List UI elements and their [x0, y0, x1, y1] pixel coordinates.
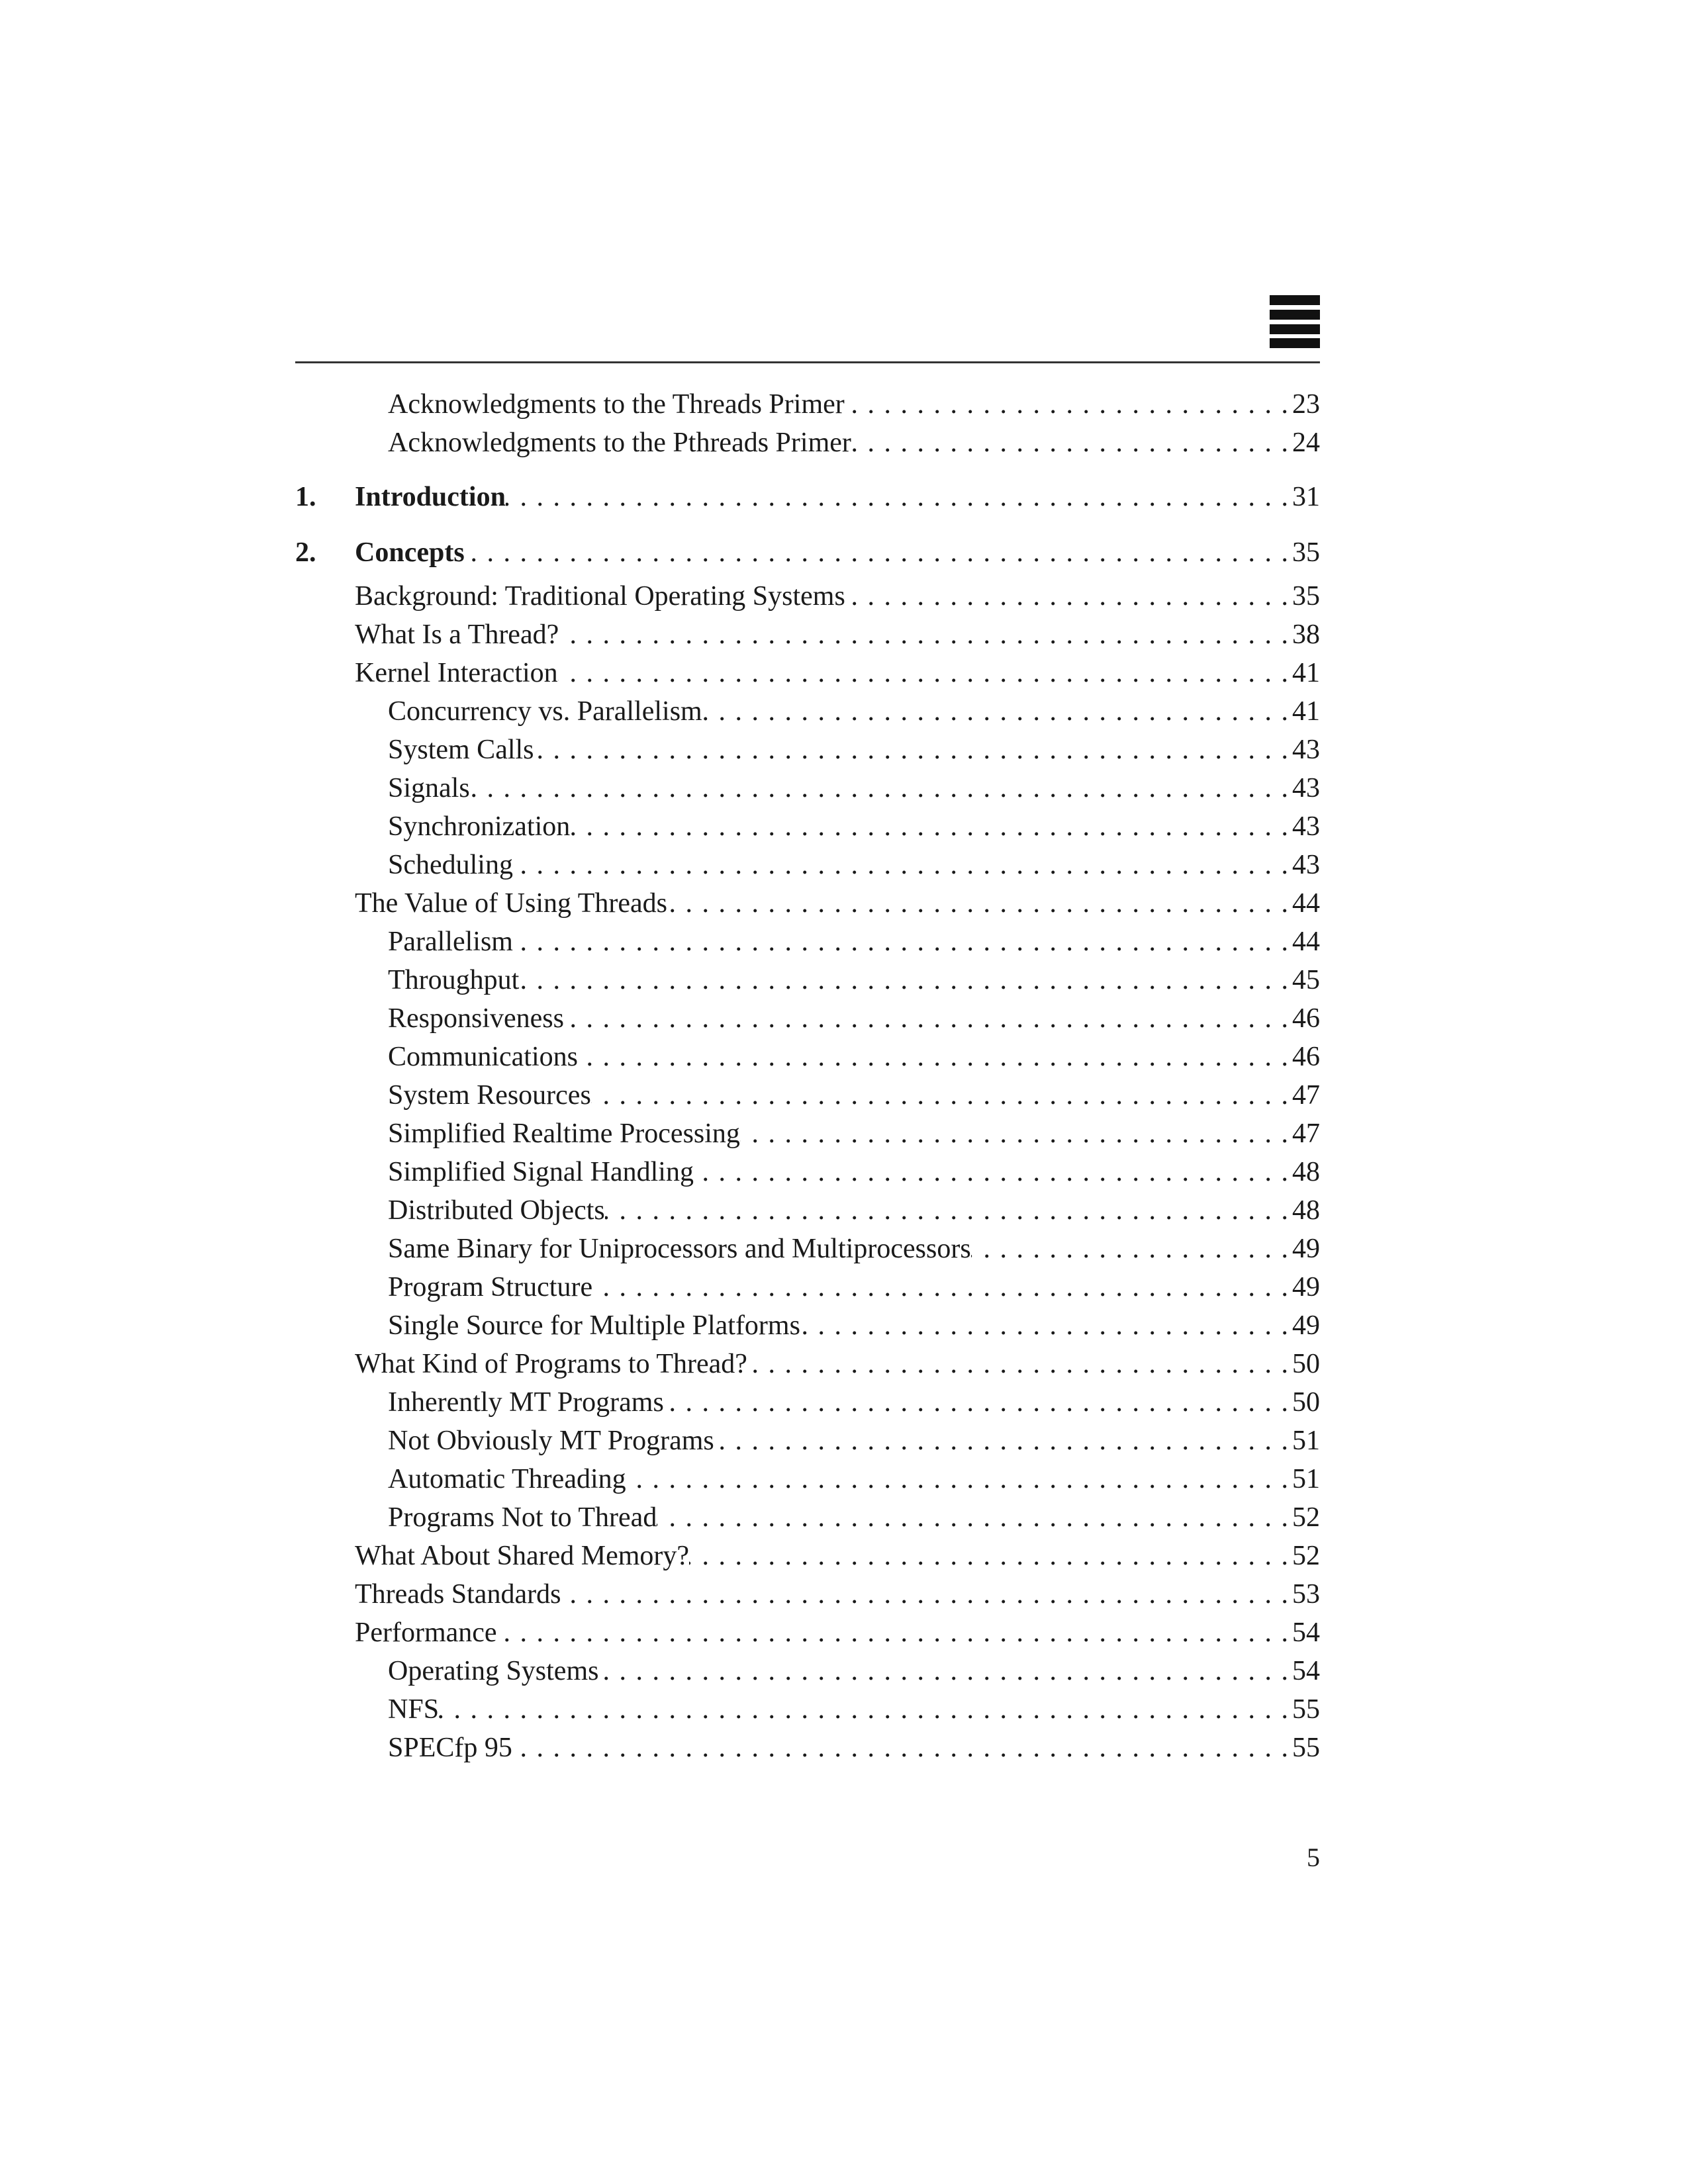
toc-entry-title: What About Shared Memory? [355, 1541, 690, 1571]
toc-entry-page: 49 [1292, 1234, 1320, 1264]
toc-entry-page: 54 [1292, 1656, 1320, 1686]
toc-entry-content [388, 1268, 1320, 1306]
dot-leader [506, 478, 1289, 516]
toc-entry-page: 43 [1292, 735, 1320, 765]
toc-entry-title: Signals [388, 773, 470, 803]
toc-entry-title: Operating Systems [388, 1656, 599, 1686]
toc-entry-content [355, 533, 1320, 572]
toc-entry[interactable] [295, 1614, 1320, 1652]
toc-entry-title: Programs Not to Thread [388, 1502, 657, 1533]
toc-entry-page: 47 [1292, 1080, 1320, 1111]
toc-entry-page: 52 [1292, 1541, 1320, 1571]
toc-entry-title: NFS [388, 1694, 440, 1725]
toc-entry-content [355, 654, 1320, 692]
dot-leader [591, 1076, 1289, 1115]
toc-entry-page: 55 [1292, 1694, 1320, 1725]
toc-entry-content [355, 1537, 1320, 1575]
toc-entry-content [355, 884, 1320, 923]
toc-entry[interactable] [295, 1306, 1320, 1345]
toc-entry-content [388, 1690, 1320, 1729]
toc-entry-content [388, 1460, 1320, 1498]
toc-entry-page: 54 [1292, 1617, 1320, 1648]
toc-entry-title: Scheduling [388, 850, 513, 880]
dot-leader [845, 577, 1289, 615]
toc-entry-page: 43 [1292, 850, 1320, 880]
dot-leader [626, 1460, 1289, 1498]
dot-leader [470, 769, 1289, 807]
dot-leader [513, 923, 1289, 961]
toc-entry-page: 51 [1292, 1464, 1320, 1494]
toc-entry-content [355, 478, 1320, 516]
toc-entry-content [388, 923, 1320, 961]
toc-entry-title: Acknowledgments to the Pthreads Primer [388, 428, 851, 458]
toc-entry-content [388, 961, 1320, 999]
dot-leader [534, 731, 1289, 769]
toc-entry-title: Background: Traditional Operating Systems [355, 581, 845, 612]
toc-entry-title: What Is a Thread? [355, 619, 559, 650]
dot-leader [570, 807, 1289, 846]
toc-entry[interactable] [295, 1230, 1320, 1268]
dot-leader [558, 654, 1289, 692]
toc-entry-page: 43 [1292, 773, 1320, 803]
toc-chapter-number: 2. [295, 537, 316, 568]
toc-entry-page: 51 [1292, 1426, 1320, 1456]
toc-entry-content [355, 1345, 1320, 1383]
toc-entry-content [388, 1038, 1320, 1076]
toc-entry[interactable] [295, 807, 1320, 846]
toc-entry-content [355, 1614, 1320, 1652]
toc-entry-content [388, 1153, 1320, 1191]
toc-entry[interactable] [295, 1115, 1320, 1153]
toc-entry-content [388, 846, 1320, 884]
dot-leader [513, 846, 1289, 884]
toc-entry[interactable] [295, 846, 1320, 884]
toc-entry[interactable] [295, 1422, 1320, 1460]
toc-entry-page: 24 [1292, 428, 1320, 458]
toc-entry-title: Inherently MT Programs [388, 1387, 664, 1418]
toc-chapter-number: 1. [295, 482, 316, 512]
toc-entry-title: Synchronization [388, 811, 571, 842]
toc-entry-page: 35 [1292, 581, 1320, 612]
toc-entry-content [388, 1191, 1320, 1230]
toc-entry[interactable] [295, 1498, 1320, 1537]
toc-chapter-entry[interactable] [295, 478, 1320, 516]
toc-entry-content [388, 1383, 1320, 1422]
toc-entry-title: Threads Standards [355, 1579, 561, 1610]
toc-entry-content [355, 577, 1320, 615]
toc-entry-content [388, 731, 1320, 769]
dot-leader [845, 385, 1289, 424]
toc-entry-page: 45 [1292, 965, 1320, 995]
toc-entry-page: 41 [1292, 658, 1320, 688]
dot-leader [605, 1191, 1289, 1230]
toc-entry-page: 46 [1292, 1042, 1320, 1072]
toc-entry[interactable] [295, 1383, 1320, 1422]
dot-leader [578, 1038, 1289, 1076]
dot-leader [664, 1383, 1289, 1422]
dot-leader [971, 1230, 1289, 1268]
toc-entry-title: Single Source for Multiple Platforms [388, 1310, 800, 1341]
toc-entry-page: 49 [1292, 1310, 1320, 1341]
header-rule [295, 361, 1320, 363]
toc-entry-content [388, 1422, 1320, 1460]
dot-leader [702, 692, 1289, 731]
toc-entry[interactable] [295, 1652, 1320, 1690]
toc-entry-content [388, 1306, 1320, 1345]
toc-chapter-entry[interactable] [295, 533, 1320, 572]
toc-entry[interactable] [295, 1690, 1320, 1729]
toc-entry-content [355, 1575, 1320, 1614]
toc-entry-content [388, 1652, 1320, 1690]
toc-entry-title: Automatic Threading [388, 1464, 626, 1494]
chapter-marker-icon [1270, 295, 1320, 348]
toc-entry-content [388, 1498, 1320, 1537]
toc-entry-title: System Resources [388, 1080, 591, 1111]
dot-leader [465, 533, 1289, 572]
toc-entry-title: System Calls [388, 735, 534, 765]
toc-entry[interactable] [295, 1345, 1320, 1383]
toc-entry[interactable] [295, 424, 1320, 462]
toc-entry-title: Not Obviously MT Programs [388, 1426, 714, 1456]
toc-entry-page: 38 [1292, 619, 1320, 650]
toc-entry[interactable] [295, 731, 1320, 769]
toc-entry-title: Parallelism [388, 927, 513, 957]
toc-entry-title: Same Binary for Uniprocessors and Multiprocessors [388, 1234, 971, 1264]
dot-leader [497, 1614, 1289, 1652]
toc-entry[interactable] [295, 1153, 1320, 1191]
toc-entry-page: 35 [1292, 537, 1320, 568]
toc-entry-page: 41 [1292, 696, 1320, 727]
toc-entry[interactable] [295, 1076, 1320, 1115]
toc-entry-page: 44 [1292, 927, 1320, 957]
toc-entry-title: Throughput [388, 965, 520, 995]
toc-entry[interactable] [295, 692, 1320, 731]
page-number: 5 [1307, 1843, 1320, 1872]
toc-entry-title: Performance [355, 1617, 497, 1648]
toc-entry-page: 46 [1292, 1003, 1320, 1034]
dot-leader [519, 961, 1289, 999]
toc-entry-content [388, 769, 1320, 807]
toc-entry-title: Concurrency vs. Parallelism [388, 696, 702, 727]
dot-leader [439, 1690, 1289, 1729]
dot-leader [592, 1268, 1289, 1306]
dot-leader [667, 884, 1289, 923]
toc-entry[interactable] [295, 1038, 1320, 1076]
toc-entry-title: Distributed Objects [388, 1195, 605, 1226]
toc-entry-title: Simplified Realtime Processing [388, 1118, 740, 1149]
toc-entry[interactable] [295, 1575, 1320, 1614]
toc-entry[interactable] [295, 1729, 1320, 1767]
toc-entry-content [388, 1115, 1320, 1153]
toc-entry-title: Responsiveness [388, 1003, 564, 1034]
toc-entry-title: The Value of Using Threads [355, 888, 668, 919]
toc-entry-title: Simplified Signal Handling [388, 1157, 694, 1187]
dot-leader [559, 615, 1289, 654]
toc-entry-title: Introduction [355, 482, 506, 512]
dot-leader [694, 1153, 1289, 1191]
toc-entry[interactable] [295, 1191, 1320, 1230]
dot-leader [714, 1422, 1289, 1460]
toc-entry-page: 53 [1292, 1579, 1320, 1610]
toc-entry-title: Communications [388, 1042, 578, 1072]
toc-entry[interactable] [295, 961, 1320, 999]
dot-leader [512, 1729, 1289, 1767]
toc-entry-page: 31 [1292, 482, 1320, 512]
toc-entry-page: 43 [1292, 811, 1320, 842]
toc-entry[interactable] [295, 923, 1320, 961]
toc-entry[interactable] [295, 1460, 1320, 1498]
dot-leader [851, 424, 1289, 462]
toc-entry[interactable] [295, 769, 1320, 807]
toc-entry-title: Acknowledgments to the Threads Primer [388, 389, 845, 420]
toc-entry[interactable] [295, 884, 1320, 923]
toc-entry-content [388, 807, 1320, 846]
toc-entry-page: 44 [1292, 888, 1320, 919]
toc-entry[interactable] [295, 654, 1320, 692]
toc-entry-page: 50 [1292, 1349, 1320, 1379]
toc-entry-title: SPECfp 95 [388, 1733, 512, 1763]
toc-entry-page: 52 [1292, 1502, 1320, 1533]
toc-entry-content [355, 615, 1320, 654]
toc-entry-content [388, 999, 1320, 1038]
toc-entry-content [388, 385, 1320, 424]
toc-entry[interactable] [295, 577, 1320, 615]
dot-leader [561, 1575, 1289, 1614]
toc-entry-title: Kernel Interaction [355, 658, 558, 688]
toc-entry-page: 50 [1292, 1387, 1320, 1418]
toc-entry-title: Program Structure [388, 1272, 593, 1302]
toc-entry[interactable] [295, 1537, 1320, 1575]
toc-entry-content [388, 692, 1320, 731]
dot-leader [689, 1537, 1289, 1575]
toc-entry-page: 48 [1292, 1157, 1320, 1187]
dot-leader [740, 1115, 1289, 1153]
toc-entry[interactable] [295, 1268, 1320, 1306]
dot-leader [564, 999, 1289, 1038]
dot-leader [747, 1345, 1289, 1383]
dot-leader [800, 1306, 1289, 1345]
dot-leader [598, 1652, 1289, 1690]
dot-leader [657, 1498, 1289, 1537]
toc-entry-content [388, 1076, 1320, 1115]
toc-entry[interactable] [295, 385, 1320, 424]
toc-entry-title: What Kind of Programs to Thread? [355, 1349, 747, 1379]
toc-entry[interactable] [295, 999, 1320, 1038]
toc-entry-content [388, 424, 1320, 462]
toc-entry-page: 48 [1292, 1195, 1320, 1226]
toc-entry-page: 47 [1292, 1118, 1320, 1149]
toc-entry-title: Concepts [355, 537, 465, 568]
toc-entry-page: 49 [1292, 1272, 1320, 1302]
toc-entry[interactable] [295, 615, 1320, 654]
toc-entry-page: 55 [1292, 1733, 1320, 1763]
toc-entry-page: 23 [1292, 389, 1320, 420]
toc-entry-content [388, 1729, 1320, 1767]
toc-entry-content [388, 1230, 1320, 1268]
